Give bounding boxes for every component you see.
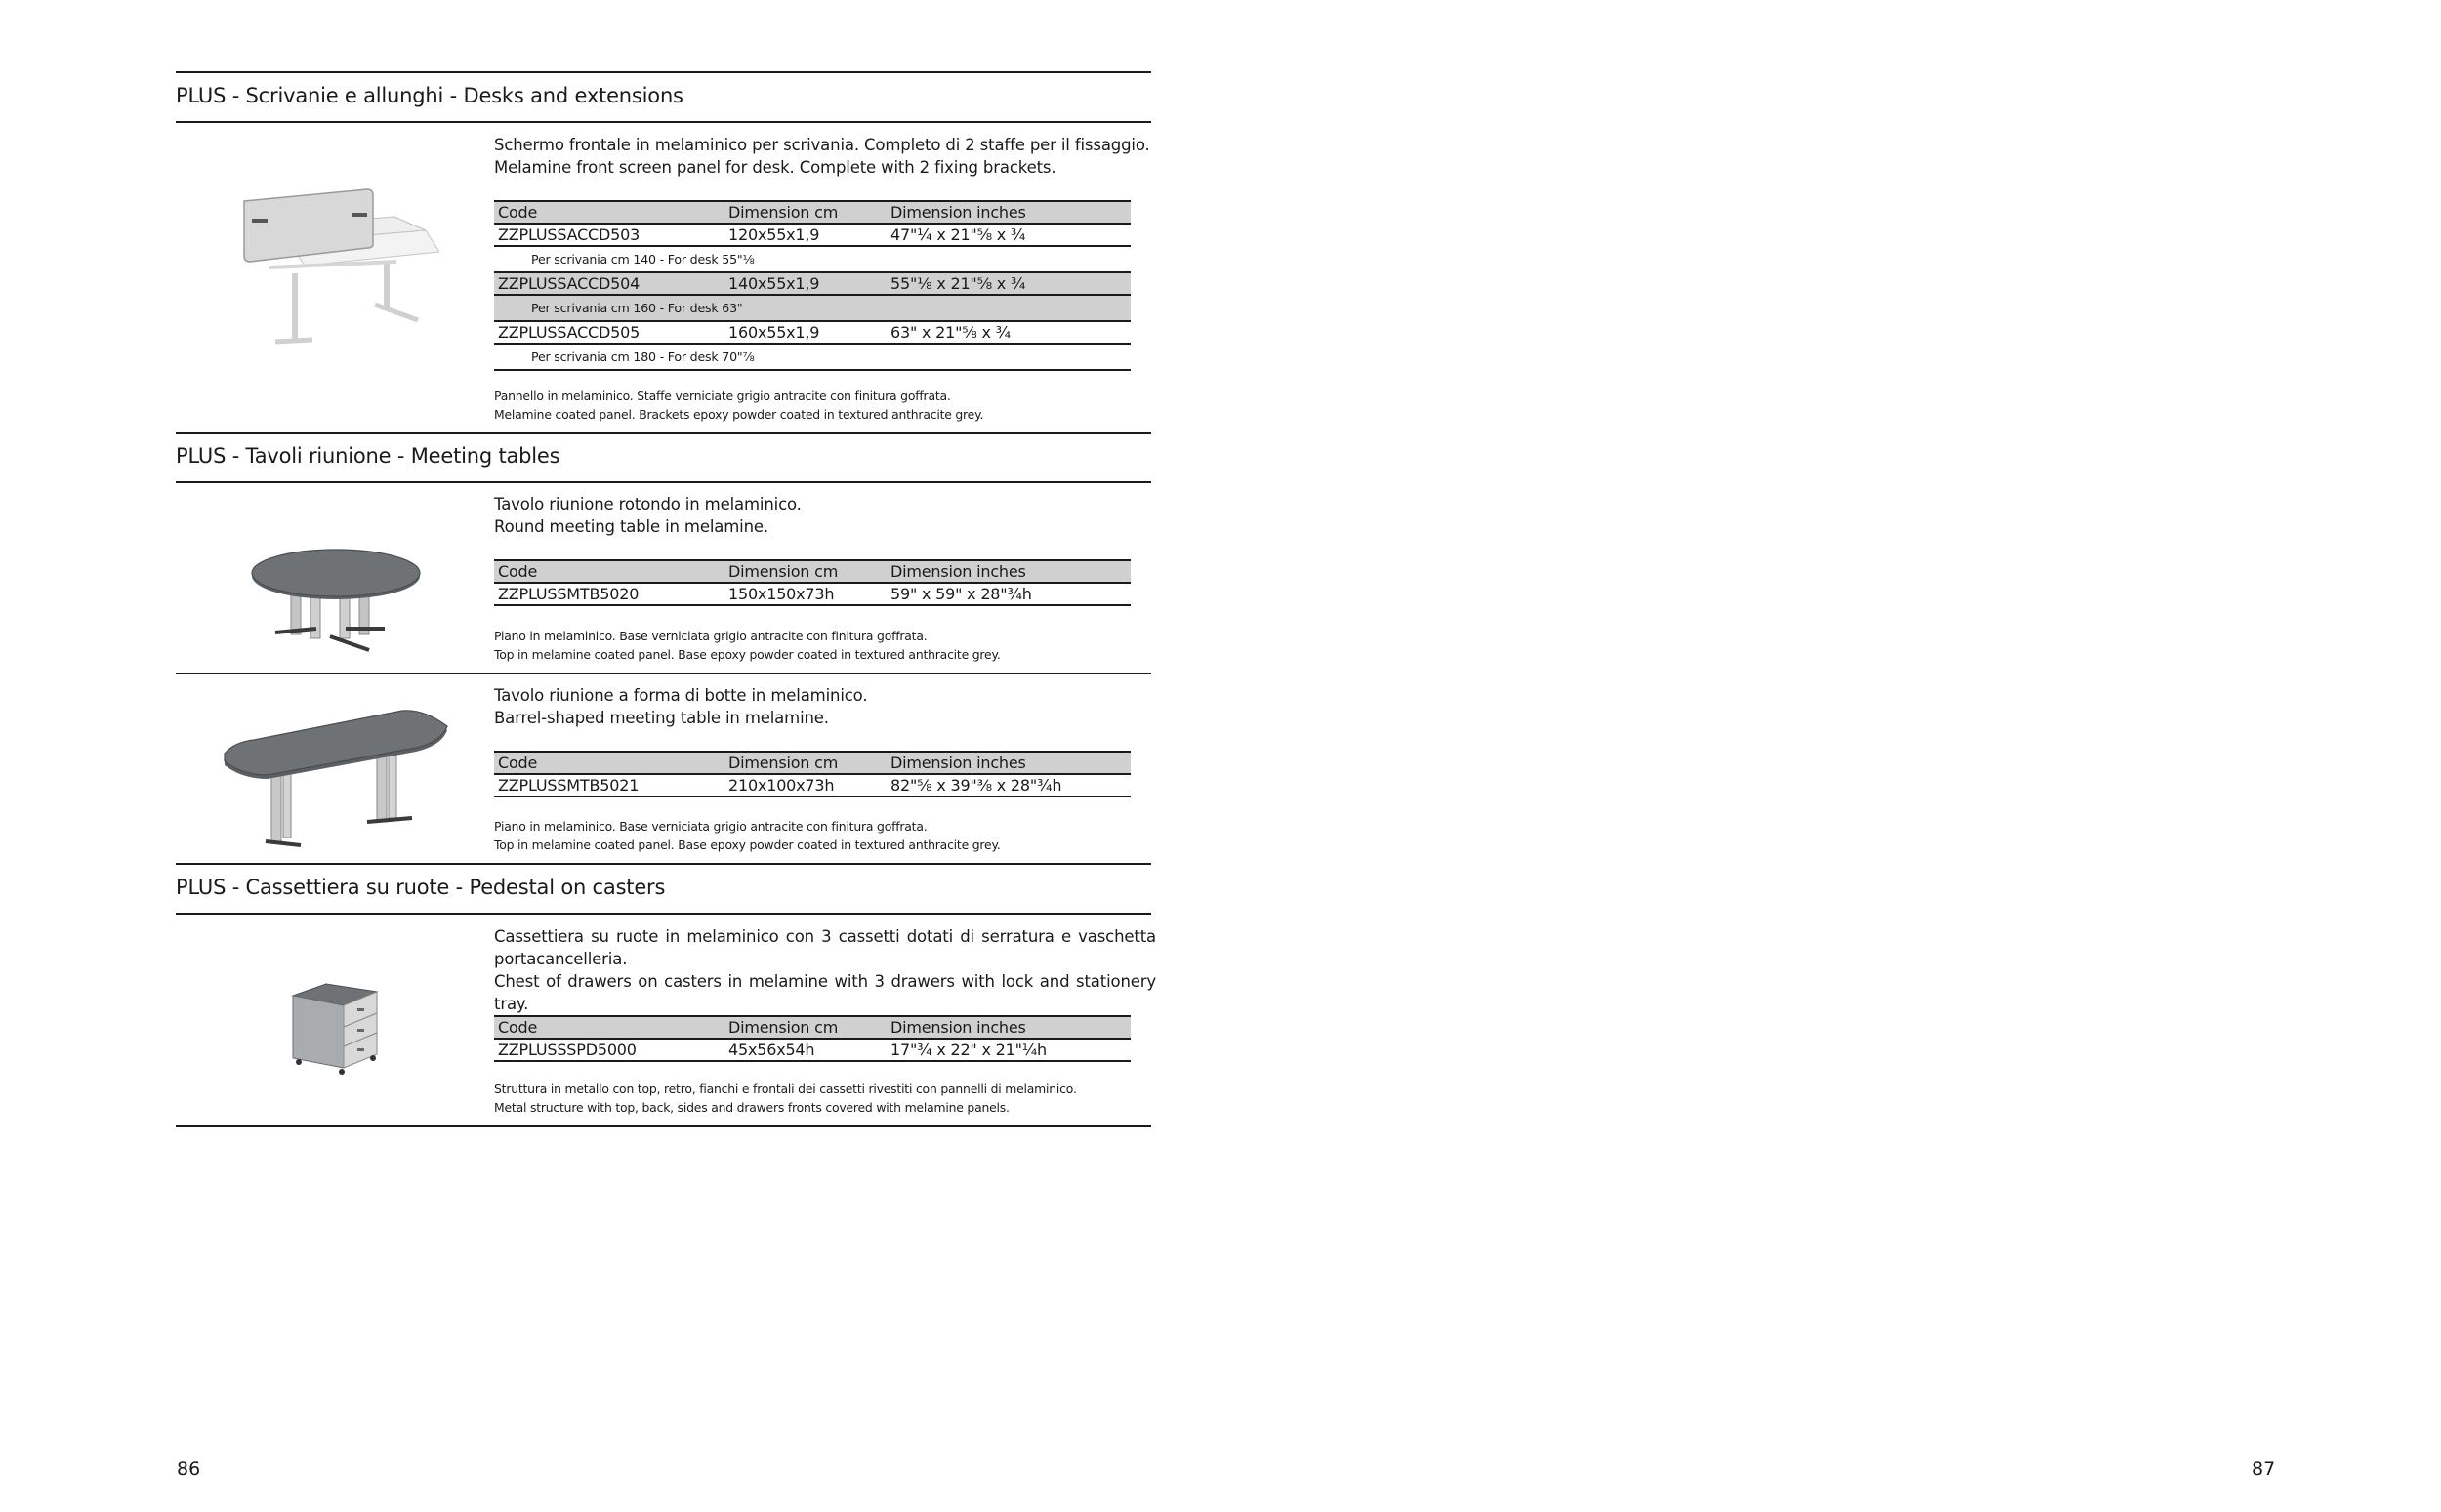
header-code: Code bbox=[494, 560, 724, 583]
desk-screen-panel-image bbox=[230, 180, 439, 355]
header-dimension-cm: Dimension cm bbox=[724, 201, 887, 224]
table-row-note bbox=[494, 295, 1131, 321]
spec-table bbox=[494, 559, 1131, 606]
dimension-inches: 63" x 21"⅝ x ¾ bbox=[887, 321, 1131, 344]
round-meeting-table-image bbox=[248, 527, 424, 654]
spec-table-header bbox=[494, 201, 1131, 224]
header-dimension-inches: Dimension inches bbox=[887, 560, 1131, 583]
product-code: ZZPLUSSMTB5020 bbox=[494, 583, 724, 605]
product-description: Schermo frontale in melaminico per scrivania. Completo di 2 staffe per il fissaggio. Melamine front screen panel for desk. Complete with 2 fixing brackets. bbox=[494, 136, 1150, 177]
section-top-rule bbox=[176, 432, 1151, 434]
product-description: Tavolo riunione rotondo in melaminico. Round meeting table in melamine. bbox=[494, 495, 802, 536]
table-row bbox=[494, 583, 1131, 605]
table-row bbox=[494, 321, 1131, 344]
dimension-cm: 140x55x1,9 bbox=[724, 272, 887, 295]
section-title: PLUS - Scrivanie e allunghi - Desks and extensions bbox=[176, 84, 683, 107]
barrel-meeting-table-image bbox=[221, 709, 455, 851]
pedestal-casters-image bbox=[289, 980, 379, 1076]
material-note: Piano in melaminico. Base verniciata grigio antracite con finitura goffrata. Top in melamine coated panel. Base epoxy powder coated in textured anthracite grey. bbox=[494, 819, 1001, 852]
section-title-rule bbox=[176, 481, 1151, 483]
dimension-inches: 47"¼ x 21"⅝ x ¾ bbox=[887, 224, 1131, 246]
product-code: ZZPLUSSACCD504 bbox=[494, 272, 724, 295]
header-dimension-inches: Dimension inches bbox=[887, 201, 1131, 224]
desk-size-note: Per scrivania cm 180 - For desk 70"⅞ bbox=[494, 344, 1131, 370]
material-note: Piano in melaminico. Base verniciata grigio antracite con finitura goffrata. Top in melamine coated panel. Base epoxy powder coated in textured anthracite grey. bbox=[494, 629, 1001, 662]
header-dimension-cm: Dimension cm bbox=[724, 1016, 887, 1039]
dimension-inches: 59" x 59" x 28"¾h bbox=[887, 583, 1131, 605]
product-description-it: Cassettiera su ruote in melaminico con 3 cassetti dotati di serratura e vaschetta portacancelleria. Chest of drawers on casters in melamine with 3 drawers with lock and stationery tray. bbox=[494, 927, 1156, 1013]
section-title-rule bbox=[176, 913, 1151, 915]
header-dimension-inches: Dimension inches bbox=[887, 1016, 1131, 1039]
product-code: ZZPLUSSSPD5000 bbox=[494, 1039, 724, 1061]
product-divider-rule bbox=[176, 673, 1151, 674]
product-description bbox=[494, 925, 1156, 1015]
dimension-cm: 45x56x54h bbox=[724, 1039, 887, 1061]
section-top-rule bbox=[176, 71, 1151, 73]
table-row-note bbox=[494, 246, 1131, 272]
section-title: PLUS - Tavoli riunione - Meeting tables bbox=[176, 444, 560, 468]
spec-table-header bbox=[494, 752, 1131, 774]
section-title: PLUS - Cassettiera su ruote - Pedestal on casters bbox=[176, 876, 666, 899]
material-note: Pannello in melaminico. Staffe verniciate grigio antracite con finitura goffrata. Melamine coated panel. Brackets epoxy powder coated in textured anthracite grey. bbox=[494, 388, 984, 422]
table-row bbox=[494, 272, 1131, 295]
table-row bbox=[494, 774, 1131, 797]
product-code: ZZPLUSSACCD503 bbox=[494, 224, 724, 246]
dimension-inches: 55"⅛ x 21"⅝ x ¾ bbox=[887, 272, 1131, 295]
spec-table-header bbox=[494, 1016, 1131, 1039]
header-code: Code bbox=[494, 752, 724, 774]
section-title-rule bbox=[176, 121, 1151, 123]
dimension-cm: 120x55x1,9 bbox=[724, 224, 887, 246]
dimension-cm: 160x55x1,9 bbox=[724, 321, 887, 344]
desk-size-note: Per scrivania cm 140 - For desk 55"⅛ bbox=[494, 246, 1131, 272]
product-code: ZZPLUSSACCD505 bbox=[494, 321, 724, 344]
page-number-right: 87 bbox=[2252, 1458, 2276, 1480]
dimension-cm: 150x150x73h bbox=[724, 583, 887, 605]
material-note: Struttura in metallo con top, retro, fianchi e frontali dei cassetti rivestiti con pannelli di melaminico. Metal structure with top, back, sides and drawers fronts covered with melamine panels. bbox=[494, 1082, 1077, 1115]
spec-table bbox=[494, 1015, 1131, 1062]
table-row bbox=[494, 1039, 1131, 1061]
header-dimension-cm: Dimension cm bbox=[724, 560, 887, 583]
table-row bbox=[494, 224, 1131, 246]
product-description: Tavolo riunione a forma di botte in melaminico. Barrel-shaped meeting table in melamine. bbox=[494, 686, 868, 727]
product-code: ZZPLUSSMTB5021 bbox=[494, 774, 724, 797]
table-row-note bbox=[494, 344, 1131, 370]
desk-size-note: Per scrivania cm 160 - For desk 63" bbox=[494, 295, 1131, 321]
dimension-inches: 17"¾ x 22" x 21"¼h bbox=[887, 1039, 1131, 1061]
header-code: Code bbox=[494, 201, 724, 224]
dimension-inches: 82"⅝ x 39"⅜ x 28"¾h bbox=[887, 774, 1131, 797]
header-dimension-inches: Dimension inches bbox=[887, 752, 1131, 774]
section-top-rule bbox=[176, 863, 1151, 865]
dimension-cm: 210x100x73h bbox=[724, 774, 887, 797]
page-number-left: 86 bbox=[177, 1458, 201, 1480]
header-dimension-cm: Dimension cm bbox=[724, 752, 887, 774]
spec-table-header bbox=[494, 560, 1131, 583]
spec-table bbox=[494, 200, 1131, 371]
section-bottom-rule bbox=[176, 1125, 1151, 1127]
header-code: Code bbox=[494, 1016, 724, 1039]
spec-table bbox=[494, 751, 1131, 797]
